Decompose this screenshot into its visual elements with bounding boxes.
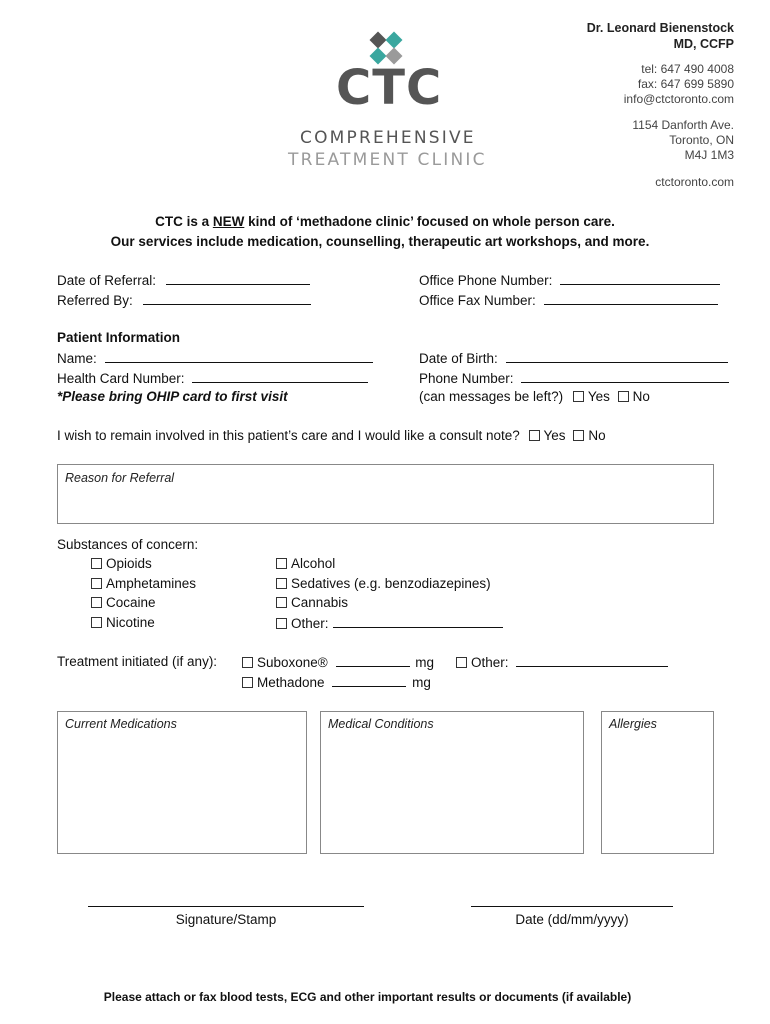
health-card-row: [57, 370, 368, 386]
patient-phone-field[interactable]: [521, 370, 729, 383]
allergies-label: Allergies: [609, 717, 657, 731]
nicotine-checkbox[interactable]: [91, 617, 102, 628]
treatment-other-label: Other:: [471, 655, 509, 670]
clinic-address: [632, 118, 734, 163]
consult-yes-label: Yes: [543, 428, 566, 443]
amphetamines-label: Amphetamines: [106, 576, 197, 591]
intro-new: NEW: [212, 214, 245, 229]
suboxone-row: [242, 654, 434, 670]
logo-line2: TREATMENT CLINIC: [288, 150, 487, 170]
substance-cocaine: [91, 595, 156, 610]
messages-yes-label: Yes: [587, 389, 610, 404]
referred-by-label: Referred By:: [57, 293, 133, 308]
patient-phone-label: Phone Number:: [419, 371, 514, 386]
alcohol-checkbox[interactable]: [276, 558, 287, 569]
messages-label: (can messages be left?): [419, 389, 564, 404]
treatment-other-checkbox[interactable]: [456, 657, 467, 668]
referred-by-field[interactable]: [143, 292, 311, 305]
suboxone-label: Suboxone®: [257, 655, 328, 670]
methadone-dose-field[interactable]: [332, 674, 406, 687]
clinic-email: info@ctctoronto.com: [623, 92, 734, 106]
medical-conditions-box[interactable]: [320, 711, 584, 854]
amphetamines-checkbox[interactable]: [91, 578, 102, 589]
office-phone-row: [419, 272, 720, 288]
patient-name-field[interactable]: [105, 350, 373, 363]
opioids-label: Opioids: [106, 556, 152, 571]
messages-row: [419, 389, 650, 404]
nicotine-label: Nicotine: [106, 615, 155, 630]
medical-conditions-label: Medical Conditions: [328, 717, 434, 731]
substance-other: [276, 615, 503, 631]
messages-yes-checkbox[interactable]: [573, 391, 584, 402]
consult-no-checkbox[interactable]: [573, 430, 584, 441]
substance-amphetamines: [91, 576, 196, 591]
substance-sedatives: [276, 576, 491, 591]
substances-heading: Substances of concern:: [57, 537, 199, 552]
address-line2: Toronto, ON: [669, 133, 734, 147]
cannabis-label: Cannabis: [291, 595, 349, 610]
substance-alcohol: [276, 556, 335, 571]
sedatives-checkbox[interactable]: [276, 578, 287, 589]
treatment-other-row: [456, 654, 668, 670]
sedatives-label: Sedatives (e.g. benzodiazepines): [291, 576, 491, 591]
intro-line1: [0, 214, 770, 229]
footer-note: Please attach or fax blood tests, ECG and other important results or documents (if available): [103, 990, 632, 1004]
patient-name-label: Name:: [57, 351, 97, 366]
cannabis-checkbox[interactable]: [276, 597, 287, 608]
treatment-label: Treatment initiated (if any):: [57, 654, 218, 669]
suboxone-unit: mg: [415, 655, 435, 670]
dob-row: [419, 350, 728, 366]
consult-yes-checkbox[interactable]: [529, 430, 540, 441]
intro-line1-end: kind of ‘methadone clinic’ focused on whole person care.: [244, 214, 615, 229]
ohip-note: *Please bring OHIP card to first visit: [57, 389, 288, 404]
intro-line1-start: CTC is a: [155, 214, 213, 229]
methadone-label: Methadone: [257, 675, 325, 690]
doctor-name: Dr. Leonard Bienenstock: [586, 21, 734, 35]
patient-name-row: [57, 350, 373, 366]
address-line3: M4J 1M3: [684, 148, 734, 162]
office-fax-field[interactable]: [544, 292, 718, 305]
substance-cannabis: [276, 595, 348, 610]
patient-phone-row: [419, 370, 729, 386]
office-fax-row: [419, 292, 718, 308]
allergies-box[interactable]: [601, 711, 714, 854]
other-substance-field[interactable]: [333, 615, 503, 628]
suboxone-checkbox[interactable]: [242, 657, 253, 668]
other-substance-label: Other:: [291, 616, 329, 631]
date-label: Date (dd/mm/yyyy): [515, 912, 629, 927]
messages-no-checkbox[interactable]: [618, 391, 629, 402]
reason-for-referral-label: Reason for Referral: [65, 471, 175, 485]
contact-info: [624, 62, 734, 107]
logo-letters: CTC: [336, 60, 443, 116]
cocaine-label: Cocaine: [106, 595, 156, 610]
health-card-field[interactable]: [192, 370, 368, 383]
clinic-website: ctctoronto.com: [655, 175, 734, 189]
dob-field[interactable]: [506, 350, 728, 363]
suboxone-dose-field[interactable]: [336, 654, 410, 667]
logo-line1: COMPREHENSIVE: [300, 128, 476, 148]
other-substance-checkbox[interactable]: [276, 618, 287, 629]
signature-label: Signature/Stamp: [175, 912, 277, 927]
consult-no-label: No: [588, 428, 606, 443]
health-card-label: Health Card Number:: [57, 371, 185, 386]
consult-row: [57, 428, 606, 443]
consult-question: I wish to remain involved in this patient’s care and I would like a consult note?: [57, 428, 520, 443]
messages-no-label: No: [632, 389, 650, 404]
current-medications-label: Current Medications: [65, 717, 177, 731]
signature-line[interactable]: [88, 906, 364, 907]
office-fax-label: Office Fax Number:: [419, 293, 536, 308]
current-medications-box[interactable]: [57, 711, 307, 854]
office-phone-label: Office Phone Number:: [419, 273, 553, 288]
date-of-referral-field[interactable]: [166, 272, 310, 285]
office-phone-field[interactable]: [560, 272, 720, 285]
clinic-fax: fax: 647 699 5890: [637, 77, 734, 91]
doctor-credentials: MD, CCFP: [673, 37, 734, 51]
date-line[interactable]: [471, 906, 673, 907]
treatment-other-field[interactable]: [516, 654, 668, 667]
patient-info-heading: Patient Information: [57, 330, 181, 345]
alcohol-label: Alcohol: [291, 556, 336, 571]
date-of-referral-label: Date of Referral:: [57, 273, 157, 288]
substance-nicotine: [91, 615, 155, 630]
address-line1: 1154 Danforth Ave.: [632, 118, 734, 132]
methadone-row: [242, 674, 431, 690]
substance-opioids: [91, 556, 152, 571]
referred-by-row: [57, 292, 311, 308]
date-of-referral-row: [57, 272, 310, 288]
methadone-checkbox[interactable]: [242, 677, 253, 688]
clinic-tel: tel: 647 490 4008: [641, 62, 734, 76]
doctor-info: [587, 20, 734, 52]
cocaine-checkbox[interactable]: [91, 597, 102, 608]
methadone-unit: mg: [412, 675, 431, 690]
opioids-checkbox[interactable]: [91, 558, 102, 569]
intro-line2: Our services include medication, counselling, therapeutic art workshops, and more.: [110, 234, 650, 249]
dob-label: Date of Birth:: [419, 351, 498, 366]
